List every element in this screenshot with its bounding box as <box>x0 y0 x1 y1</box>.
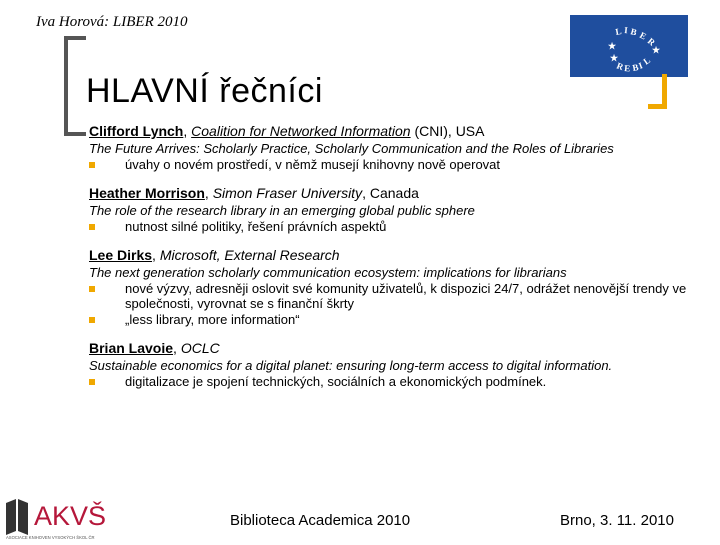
speaker-list <box>89 124 689 403</box>
speaker-country: (CNI), USA <box>410 123 485 139</box>
talk-title: The Future Arrives: Scholarly Practice, Scholarly Communication and the Roles of Libraries <box>89 141 614 156</box>
slide-title: HLAVNÍ řečníci <box>86 72 323 110</box>
svg-text:B: B <box>629 26 638 38</box>
speaker-name[interactable]: Heather Morrison <box>89 185 205 201</box>
akvs-subtitle: ASOCIACE KNIHOVEN VYSOKÝCH ŠKOL ČR <box>6 535 95 540</box>
speaker-org[interactable]: Coalition for Networked Information <box>191 123 411 139</box>
slide-header: Iva Horová: LIBER 2010 <box>36 14 188 30</box>
speaker-block <box>89 341 689 389</box>
svg-text:E: E <box>623 63 631 74</box>
speaker-line: Lee Dirks, Microsoft, External Research <box>89 247 340 263</box>
liber-logo <box>570 15 688 77</box>
svg-text:★: ★ <box>610 53 619 63</box>
bullet-text: úvahy o novém prostředí, v němž musejí knihovny nově operovat <box>125 157 501 172</box>
speaker-org: Microsoft, External Research <box>159 247 340 263</box>
talk-title: The role of the research library in an emerging global public sphere <box>89 203 475 218</box>
svg-text:★: ★ <box>608 41 617 51</box>
footer-date: Brno, 3. 11. 2010 <box>560 512 674 529</box>
speaker-line: Clifford Lynch, Coalition for Networked Information (CNI), USA <box>89 123 485 139</box>
speaker-org: Simon Fraser University <box>212 185 363 201</box>
speaker-line: Heather Morrison, Simon Fraser University, Canada <box>89 185 419 201</box>
bullet-text: „less library, more information“ <box>125 312 300 327</box>
speaker-org: OCLC <box>180 340 220 356</box>
bullet-item <box>89 281 689 311</box>
svg-text:E: E <box>638 29 649 42</box>
bullet-item <box>89 219 689 234</box>
akvs-logo-graphic <box>4 497 138 540</box>
svg-text:R: R <box>615 60 625 73</box>
speaker-country: , Canada <box>362 185 419 201</box>
speaker-block <box>89 124 689 172</box>
title-bracket-right <box>648 74 667 109</box>
speaker-block <box>89 248 689 327</box>
footer-event: Biblioteca Academica 2010 <box>230 512 411 529</box>
svg-text:L: L <box>614 26 623 37</box>
svg-text:★: ★ <box>652 45 661 55</box>
svg-text:R: R <box>645 35 658 48</box>
bullet-icon <box>89 379 95 385</box>
svg-text:L: L <box>641 54 653 67</box>
bullet-text: digitalizace je spojení technických, sociálních a ekonomických podmínek. <box>125 374 547 389</box>
bullet-text: nutnost silné politiky, řešení právních aspektů <box>125 219 387 234</box>
bullet-icon <box>89 317 95 323</box>
liber-logo-graphic <box>570 15 688 77</box>
bullet-item <box>89 374 689 389</box>
svg-text:I: I <box>623 25 629 36</box>
akvs-wordmark: AKVŠ <box>34 501 107 531</box>
title-bracket-left <box>64 36 86 136</box>
talk-title: Sustainable economics for a digital planet: ensuring long-term access to digital information. <box>89 358 613 373</box>
speaker-block <box>89 186 689 234</box>
akvs-logo <box>4 497 138 540</box>
bullet-text: nové výzvy, adresněji oslovit své komunity uživatelů, k dispozici 24/7, odrážet nenovější trendy ve společnosti, vyrovnat se s finanční škrty <box>125 281 687 311</box>
bullet-item <box>89 312 689 327</box>
speaker-name[interactable]: Brian Lavoie <box>89 340 174 356</box>
speaker-line: Brian Lavoie, OCLC <box>89 340 220 356</box>
bullet-item <box>89 157 689 172</box>
talk-title: The next generation scholarly communication ecosystem: implications for librarians <box>89 265 567 280</box>
bullet-icon <box>89 286 95 292</box>
speaker-name[interactable]: Lee Dirks <box>89 247 153 263</box>
bullet-icon <box>89 224 95 230</box>
svg-text:I: I <box>637 60 644 71</box>
speaker-name[interactable]: Clifford Lynch <box>89 123 184 139</box>
bullet-icon <box>89 162 95 168</box>
svg-text:B: B <box>631 62 640 73</box>
